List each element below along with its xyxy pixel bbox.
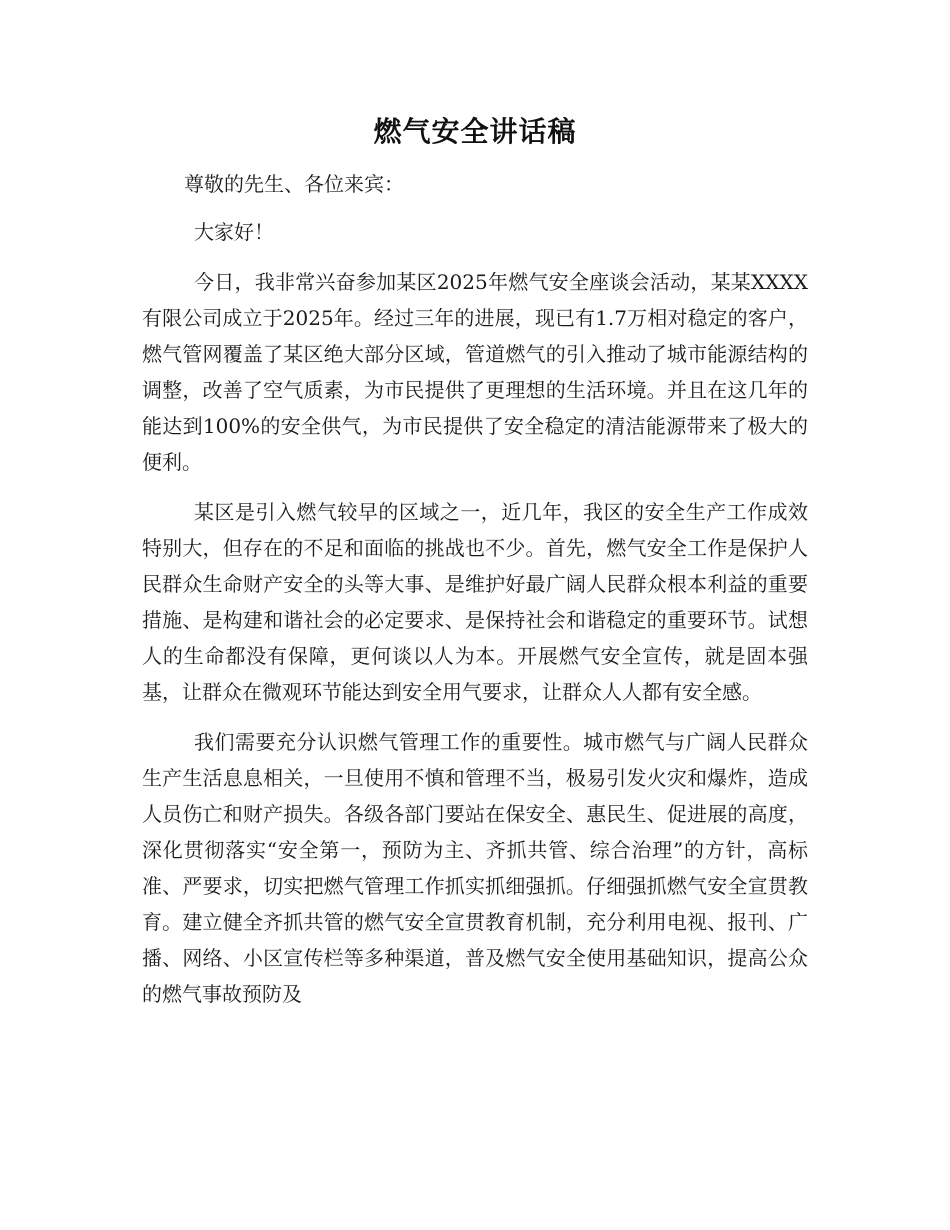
document-body xyxy=(142,166,808,1026)
paragraph-1: 今日，我非常兴奋参加某区2025年燃气安全座谈会活动，某某XXXX有限公司成立于2025年。经过三年的进展，现已有1.7万相对稳定的客户，燃气管网覆盖了某区绝大部分区域，管道燃气的引入推动了城市能源结构的调整，改善了空气质素，为市民提供了更理想的生活环境。并且在这几年的能达到100%的安全供气，为市民提供了安全稳定的清洁能源带来了极大的便利。 xyxy=(142,270,808,474)
salutation: 尊敬的先生、各位来宾： xyxy=(184,172,404,196)
paragraph-3: 我们需要充分认识燃气管理工作的重要性。城市燃气与广阔人民群众生产生活息息相关，一旦使用不慎和管理不当，极易引发火灾和爆炸，造成人员伤亡和财产损失。各级各部门要站在保安全、惠民生、促进展的高度，深化贯彻落实“安全第一，预防为主、齐抓共管、综合治理”的方针，高标准、严要求，切实把燃气管理工作抓实抓细强抓。仔细强抓燃气安全宣贯教育。建立健全齐抓共管的燃气安全宣贯教育机制，充分利用电视、报刊、广播、网络、小区宣传栏等多种渠道，普及燃气安全使用基础知识，提高公众的燃气事故预防及 xyxy=(142,730,808,1006)
greeting: 大家好！ xyxy=(194,220,274,244)
document-title: 燃气安全讲话稿 xyxy=(373,115,577,148)
paragraph-2: 某区是引入燃气较早的区域之一，近几年，我区的安全生产工作成效特别大，但存在的不足和面临的挑战也不少。首先，燃气安全工作是保护人民群众生命财产安全的头等大事、是维护好最广阔人民群众根本利益的重要措施、是构建和谐社会的必定要求、是保持社会和谐稳定的重要环节。试想人的生命都没有保障，更何谈以人为本。开展燃气安全宣传，就是固本强基，让群众在微观环节能达到安全用气要求，让群众人人都有安全感。 xyxy=(142,500,808,704)
